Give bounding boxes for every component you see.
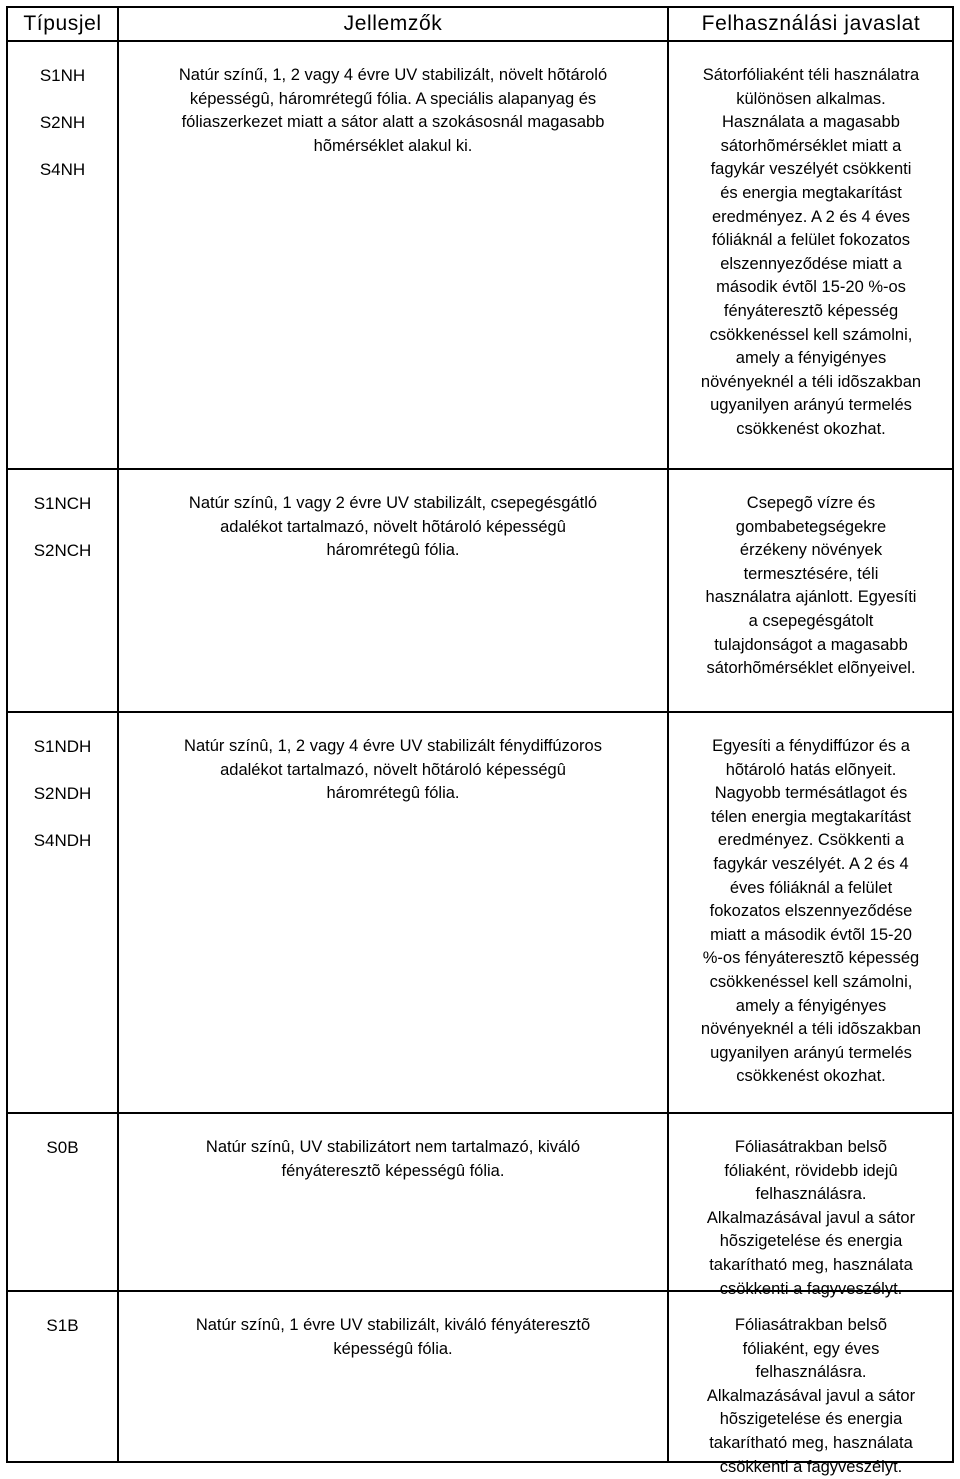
usage-line: és energia megtakarítást [720, 183, 902, 202]
features-cell [119, 735, 667, 806]
type-code: S0B [46, 1138, 79, 1157]
type-codes-cell [8, 735, 117, 853]
type-code: S1NDH [33, 737, 92, 756]
usage-line: Egyesíti a fénydiffúzor és a [712, 737, 910, 755]
type-code: S1NH [39, 66, 86, 85]
usage-line: felhasználásra. [755, 1363, 867, 1382]
usage-line: Alkalmazásával javul a sátor [706, 1386, 916, 1405]
usage-line: felhasználásra. [755, 1185, 867, 1204]
usage-line: csökkenti a fagyveszélyt. [719, 1457, 903, 1476]
usage-line: növényeknél a téli idõszakban [700, 1020, 922, 1039]
usage-line: Fóliasátrakban belsõ [734, 1138, 888, 1156]
type-code: S1B [46, 1316, 79, 1335]
usage-cell [669, 1136, 953, 1301]
row-divider [8, 1112, 952, 1114]
features-line: háromrétegû fólia. [326, 541, 460, 560]
header-divider [8, 40, 952, 42]
features-line: Natúr színû, UV stabilizátort nem tartalmazó, kiváló [205, 1138, 581, 1156]
usage-line: takarítható meg, használata [709, 1433, 913, 1452]
usage-line: ugyanilyen arányú termelés [710, 396, 912, 415]
usage-line: csökkenést okozhat. [736, 1067, 886, 1086]
usage-line: sátorhõmérséklet miatt a [720, 136, 902, 155]
usage-line: elszennyeződése miatt a [720, 254, 902, 273]
type-code: S1NCH [33, 494, 92, 513]
usage-line: fóliaként, egy éves [742, 1339, 880, 1358]
usage-line: eredményez. Csökkenti a [717, 831, 905, 850]
usage-line: növényeknél a téli idõszakban [700, 372, 922, 391]
usage-line: gombabetegségekre [735, 517, 887, 536]
features-line: adalékot tartalmazó, növelt hõtároló képességû [220, 760, 566, 779]
type-code: S4NH [39, 160, 86, 180]
features-cell [119, 1314, 667, 1361]
usage-line: csökkenést okozhat. [736, 419, 886, 438]
row-divider [8, 468, 952, 470]
features-line: hõmérséklet alakul ki. [313, 136, 473, 155]
usage-line: a csepegésgátolt [748, 611, 874, 630]
usage-line: termesztésére, téli [743, 564, 879, 583]
usage-line: %-os fényáteresztõ képesség [702, 949, 920, 968]
usage-line: télen energia megtakarítást [711, 807, 911, 826]
usage-line: fóliaként, rövidebb idejû [724, 1161, 898, 1180]
usage-cell [669, 1314, 953, 1479]
type-codes-cell [8, 1314, 117, 1338]
usage-line: csökkenti a fagyveszélyt. [719, 1279, 903, 1298]
features-line: képességû fólia. [333, 1339, 453, 1358]
usage-line: éves fóliáknál a felület [729, 878, 893, 897]
usage-line: Fóliasátrakban belsõ [734, 1316, 888, 1334]
usage-line: második évtõl 15-20 %-os [716, 278, 906, 297]
usage-line: használatra ajánlott. Egyesíti [705, 588, 917, 607]
features-line: Natúr színû, 1 évre UV stabilizált, kiváló fényáteresztõ [195, 1316, 591, 1334]
usage-line: eredményez. A 2 és 4 éves [711, 207, 911, 226]
usage-line: ugyanilyen arányú termelés [710, 1043, 912, 1062]
features-line: háromrétegû fólia. [326, 784, 460, 803]
usage-line: fényáteresztõ képesség [723, 301, 899, 320]
usage-cell [669, 64, 953, 442]
features-cell [119, 1136, 667, 1183]
usage-line: miatt a második évtõl 15-20 [710, 925, 912, 944]
usage-line: csökkenéssel kell számolni, [709, 972, 913, 991]
row-divider [8, 711, 952, 713]
usage-line: amely a fényigényes [735, 349, 887, 368]
type-code: S4NDH [33, 831, 92, 851]
features-line: fényáteresztõ képességû fólia. [281, 1161, 505, 1180]
usage-line: különösen alkalmas. [736, 89, 886, 108]
product-table [6, 6, 954, 1476]
usage-line: hõtároló hatás elõnyeit. [725, 760, 897, 779]
usage-line: tulajdonságot a magasabb [714, 635, 908, 654]
usage-line: hõszigetelése és energia [719, 1232, 903, 1251]
usage-line: Használata a magasabb [722, 113, 900, 132]
header-usage: Felhasználási javaslat [701, 12, 921, 35]
usage-line: csökkenéssel kell számolni, [709, 325, 913, 344]
usage-line: Alkalmazásával javul a sátor [706, 1208, 916, 1227]
features-line: adalékot tartalmazó, növelt hõtároló képességû [220, 517, 566, 536]
usage-line: takarítható meg, használata [709, 1255, 913, 1274]
type-codes-cell [8, 64, 117, 182]
features-cell [119, 492, 667, 563]
usage-line: Nagyobb termésátlagot és [714, 784, 908, 803]
usage-cell [669, 735, 953, 1089]
usage-line: fóliáknál a felület fokozatos [711, 231, 911, 250]
type-code: S2NCH [33, 541, 92, 561]
usage-line: érzékeny növények [739, 541, 883, 560]
features-cell [119, 64, 667, 158]
type-code: S2NDH [33, 784, 92, 804]
features-line: Natúr színû, 1 vagy 2 évre UV stabilizált, csepegésgátló [188, 494, 598, 512]
features-line: Natúr színû, 1, 2 vagy 4 évre UV stabilizált fénydiffúzoros [184, 737, 602, 755]
header-type: Típusjel [23, 12, 102, 35]
usage-cell [669, 492, 953, 681]
usage-line: fokozatos elszennyeződése [709, 902, 913, 921]
usage-line: amely a fényigényes [735, 996, 887, 1015]
type-codes-cell [8, 492, 117, 563]
usage-line: hõszigetelése és energia [719, 1410, 903, 1429]
features-line: fóliaszerkezet miatt a sátor alatt a szokásosnál magasabb [181, 113, 605, 132]
type-code: S2NH [39, 113, 86, 133]
usage-line: Sátorfóliaként téli használatra [702, 66, 920, 84]
usage-line: Csepegõ vízre és [746, 494, 876, 512]
usage-line: sátorhõmérséklet elõnyeivel. [706, 659, 916, 678]
type-codes-cell [8, 1136, 117, 1160]
features-line: képességû, háromrétegű fólia. A speciális alapanyag és [189, 89, 597, 108]
header-features: Jellemzők [343, 12, 443, 35]
usage-line: fagykár veszélyét. A 2 és 4 [713, 854, 909, 873]
features-line: Natúr színű, 1, 2 vagy 4 évre UV stabilizált, növelt hõtároló [178, 66, 608, 84]
usage-line: fagykár veszélyét csökkenti [710, 160, 912, 179]
